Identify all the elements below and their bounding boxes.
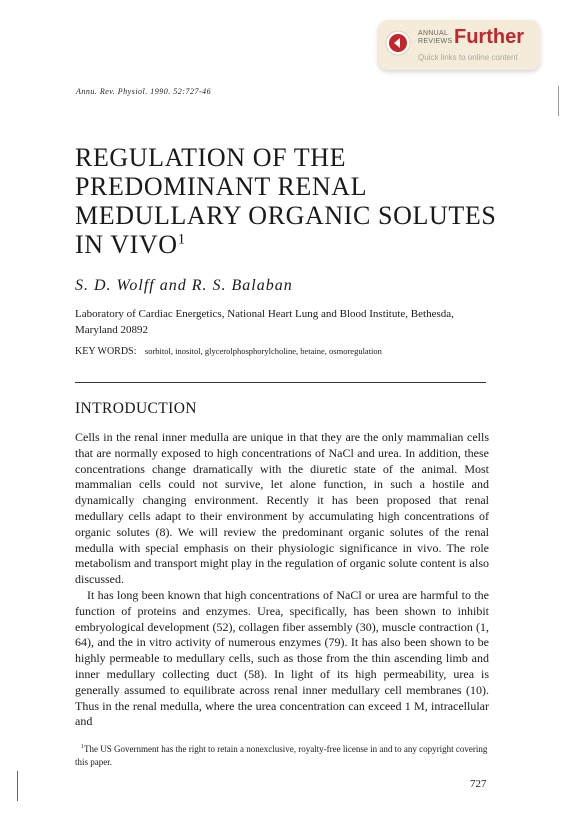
title-line-3: MEDULLARY ORGANIC SOLUTES — [75, 201, 497, 230]
body-text — [75, 430, 489, 730]
paragraph: Cells in the renal inner medulla are unique in that they are the only mammalian cells that are normally exposed to high concentrations of NaCl and urea. In addition, these concentrations change dramatically with the diuretic state of the animal. Most mammalian cells could not survive, let alone function, in such a hostile and dynamically changing environment. Recently it has been proposed that renal medullary cells adapt to their environment by accumulating high concentrations of organic solutes (8). We will review the predominant organic solutes of the renal medulla with special emphasis on their physiologic significance in vivo. The role metabolism and transport might play in the regulation of organic solute content is also discussed. — [75, 430, 489, 587]
further-subtitle: Quick links to online content — [418, 53, 518, 62]
play-arrow-icon — [385, 30, 411, 56]
page-number: 727 — [470, 778, 487, 790]
annual-reviews-further-badge[interactable] — [378, 20, 540, 70]
title-footnote-marker: 1 — [177, 231, 186, 248]
footnote-marker: 1 — [81, 744, 84, 750]
authors: S. D. Wolff and R. S. Balaban — [75, 277, 293, 294]
journal-citation: Annu. Rev. Physiol. 1990. 52:727-46 — [76, 87, 212, 96]
article-title — [75, 143, 496, 259]
divider — [75, 382, 486, 383]
margin-mark-left — [17, 771, 18, 801]
further-label: Further — [454, 26, 524, 48]
margin-mark-right — [558, 86, 559, 116]
footnote — [75, 741, 495, 769]
title-line-1: REGULATION OF THE — [75, 143, 347, 172]
footnote-text: The US Government has the right to retain a nonexclusive, royalty-free license in and to any copyright covering this paper. — [75, 744, 488, 767]
section-heading: INTRODUCTION — [75, 400, 197, 417]
title-line-4: IN VIVO — [75, 230, 178, 259]
annual-reviews-logo-text: ANNUAL REVIEWS — [418, 30, 453, 45]
affiliation: Laboratory of Cardiac Energetics, National Heart Lung and Blood Institute, Bethesda, Maryland 20892 — [75, 308, 454, 336]
keywords-label: KEY WORDS: — [75, 346, 137, 357]
keywords — [75, 346, 495, 357]
title-line-2: PREDOMINANT RENAL — [75, 172, 368, 201]
keywords-value: sorbitol, inositol, glycerolphosphorylcholine, betaine, osmoregulation — [144, 346, 382, 356]
paragraph: It has long been known that high concentrations of NaCl or urea are harmful to the function of proteins and enzymes. Urea, specifically, has been shown to inhibit embryological development (52), collagen fiber assembly (30), muscle contraction (1, 64), and the in vitro activity of numerous enzymes (79). It has also been shown to be highly permeable to medullary cells, such as those from the thin ascending limb and inner medullary collecting duct (58). In light of its high permeability, urea is generally assumed to equilibrate across renal inner medullary cell membranes (10). Thus in the renal medulla, where the urea concentration can exceed 1 M, intracellular and — [75, 587, 489, 729]
